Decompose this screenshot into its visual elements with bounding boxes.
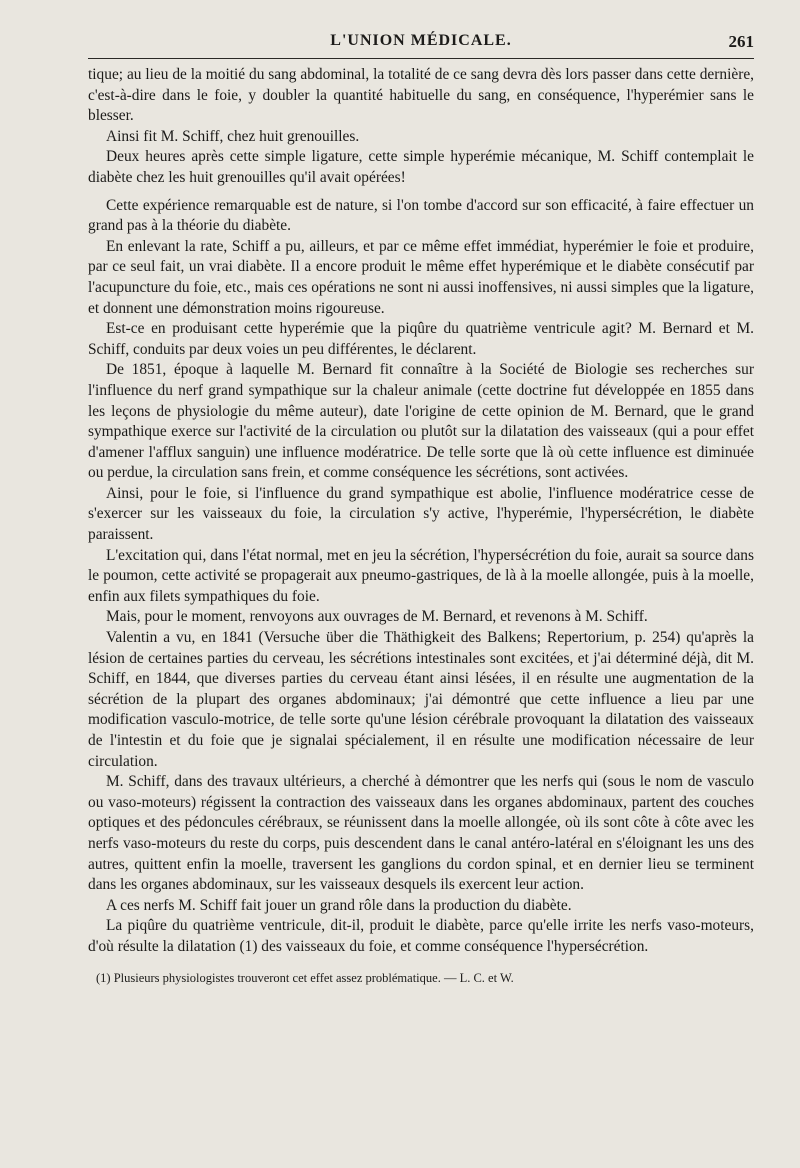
paragraph: Ainsi fit M. Schiff, chez huit grenouilles.	[106, 127, 360, 145]
paragraph: Ainsi, pour le foie, si l'influence du grand sympathique est abolie, l'influence modératrice cesse de s'exercer sur les vaisseaux du foie, la circulation s'y active, l'hyperémie, l'hypersécrétion, le diabète paraissent.	[88, 484, 754, 544]
footnote: (1) Plusieurs physiologistes trouveront cet effet assez problématique. — L. C. et W.	[96, 970, 514, 985]
body-text	[88, 65, 754, 958]
page-number: 261	[728, 32, 754, 51]
page-header	[88, 28, 754, 59]
running-title: L'UNION MÉDICALE.	[330, 32, 512, 49]
paragraph: A ces nerfs M. Schiff fait jouer un grand rôle dans la production du diabète.	[106, 896, 572, 914]
paragraph: De 1851, époque à laquelle M. Bernard fit connaître à la Société de Biologie ses recherches sur l'influence du nerf grand sympathique sur la chaleur animale (cette doctrine fut développée en 1855 dans les leçons de physiologie du même auteur), date l'origine de cette opinion de M. Bernard, que le grand sympathique exerce sur l'activité de la circulation ou plutôt sur la dilatation des vaisseaux (qui a pour effet d'amener l'afflux sanguin) une influence modératrice. De telle sorte que là où cette influence est diminuée ou perdue, la circulation sans frein, et comme conséquence les sécrétions, sont activées.	[88, 361, 754, 482]
paragraph: Valentin a vu, en 1841 (Versuche über die Thäthigkeit des Balkens; Repertorium, p. 254) qu'après la lésion de certaines parties du cerveau, les sécrétions intestinales sont excitées, et j'ai déterminé déjà, dit M. Schiff, en 1844, que diverses parties du cerveau étant ainsi lésées, il en résulte une augmentation de la sécrétion de la plupart des organes abdominaux; j'ai démontré que cette influence a lieu par une modification vasculo-motrice, de telle sorte qu'une lésion cérébrale provoquant la dilatation des vaisseaux de l'intestin et du foie que je signalai spécialement, il en résulte une modification nécessaire de leur circulation.	[88, 629, 754, 770]
paragraph: Est-ce en produisant cette hyperémie que la piqûre du quatrième ventricule agit? M. Bernard et M. Schiff, conduits par deux voies un peu différentes, le déclarent.	[88, 320, 754, 358]
paragraph: Cette expérience remarquable est de nature, si l'on tombe d'accord sur son efficacité, à faire effectuer un grand pas à la théorie du diabète.	[88, 196, 754, 235]
paragraph: La piqûre du quatrième ventricule, dit-il, produit le diabète, parce qu'elle irrite les nerfs vaso-moteurs, d'où résulte la dilatation (1) des vaisseaux du foie, et comme conséquence l'hypersécrétion.	[88, 917, 754, 955]
paragraph: L'excitation qui, dans l'état normal, met en jeu la sécrétion, l'hypersécrétion du foie, aurait sa source dans le poumon, cette activité se propagerait aux pneumo-gastriques, de là à la moelle allongée, puis à la moelle, enfin aux filets sympathiques du foie.	[88, 546, 754, 605]
paragraph: Mais, pour le moment, renvoyons aux ouvrages de M. Bernard, et revenons à M. Schiff.	[106, 608, 648, 626]
paragraph: tique; au lieu de la moitié du sang abdominal, la totalité de ce sang devra dès lors passer dans cette dernière, c'est-à-dire dans le foie, y doubler la quantité habituelle du sang, en conséquence, l'hyperémier sans le blesser.	[88, 66, 754, 125]
paragraph: M. Schiff, dans des travaux ultérieurs, a cherché à démontrer que les nerfs qui (sous le nom de vasculo ou vaso-moteurs) régissent la contraction des vaisseaux dans les organes abdominaux, partent des couches optiques et des pédoncules cérébraux, se réunissent dans la moelle allongée, où ils sont côte à côte avec les nerfs vaso-moteurs du reste du corps, puis descendent dans le canal antéro-latéral en s'éloignant les uns des autres, quittent enfin la moelle, traversent les ganglions du cordon spinal, et en dernier lieu se terminent dans les organes abdominaux, sur les vaisseaux desquels ils exercent leur action.	[88, 773, 754, 894]
paragraph: En enlevant la rate, Schiff a pu, ailleurs, et par ce même effet immédiat, hyperémier le foie et produire, par ce seul fait, un vrai diabète. Il a encore produit le même effet hyperémique et le diabète consécutif par l'acupuncture du foie, etc., mais ces opérations ne sont ni aussi inoffensives, ni aussi simples que la ligature, et donnent une démonstration moins rigoureuse.	[88, 237, 754, 317]
paragraph: Deux heures après cette simple ligature, cette simple hyperémie mécanique, M. Schiff contemplait le diabète chez les huit grenouilles qu'il avait opérées!	[88, 148, 754, 186]
